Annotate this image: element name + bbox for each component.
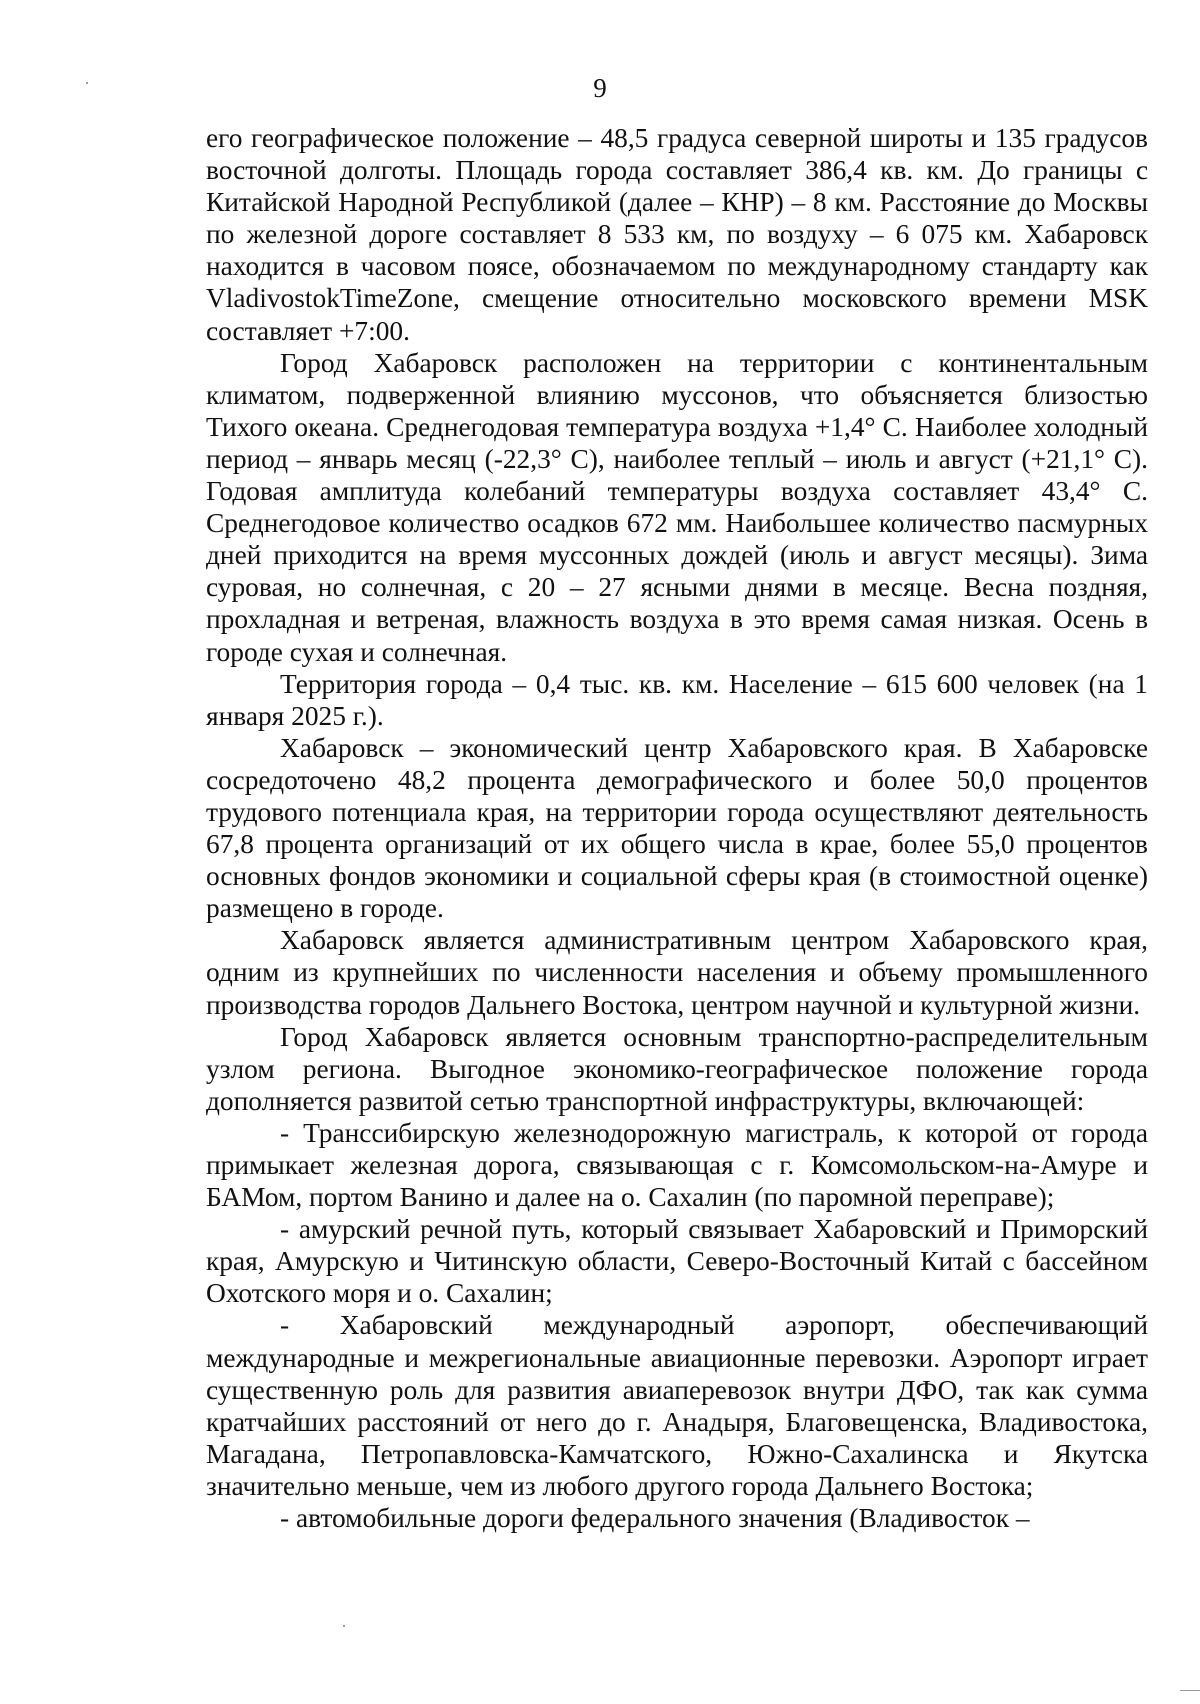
list-item-khabarovsk-airport: - Хабаровский международный аэропорт, обеспечивающий международные и межрегиональные авиационные перевозки. Аэропорт играет существенную роль для развития авиаперевозок внутри ДФО, так как сумма кратчайших расстояний от него до г. Анадыря, Благовещенска, Владивостока, Магадана, Петропавловска-Камчатского, Южно-Сахалинска и Якутска значительно меньше, чем из любого другого города Дальнего Востока; [206, 1310, 1148, 1501]
paragraph-geographic-position: его географическое положение – 48,5 градуса северной широты и 135 градусов восточной долготы. Площадь города составляет 386,4 кв. км. До границы с Китайской Народной Республикой (далее – КНР) – 8 км. Расстояние до Москвы по железной дороге составляет 8 533 км, по воздуху – 6 075 км. Хабаровск находится в часовом поясе, обозначаемом по международному стандарту как VladivostokTimeZone, смещение относительно московского времени MSK составляет +7:00. [206, 123, 1148, 346]
document-body [206, 122, 1148, 1534]
list-item-trans-siberian-railway: - Транссибирскую железнодорожную магистраль, к которой от города примыкает железная дорога, связывающая с г. Комсомольском-на-Амуре и БАМом, портом Ванино и далее на о. Сахалин (по паромной переправе); [206, 1117, 1148, 1213]
paragraph-administrative-center: Хабаровск является административным центром Хабаровского края, одним из крупнейших по численности населения и объему промышленного производства городов Дальнего Востока, центром научной и культурной жизни. [206, 925, 1148, 1020]
paragraph-economic-center: Хабаровск – экономический центр Хабаровского края. В Хабаровске сосредоточено 48,2 процента демографического и более 50,0 процентов трудового потенциала края, на территории города осуществляют деятельность 67,8 процента организаций от их общего числа в крае, более 55,0 процентов основных фондов экономики и социальной сферы края (в стоимостной оценке) размещено в городе. [206, 732, 1148, 924]
list-item-federal-highways: - автомобильные дороги федерального значения (Владивосток – [280, 1503, 1030, 1534]
paragraph-transport-hub: Город Хабаровск является основным транспортно-распределительным узлом региона. Выгодное экономико-географическое положение города дополняется развитой сетью транспортной инфраструктуры, включающей: [206, 1021, 1148, 1116]
list-item-amur-river-route: - амурский речной путь, который связывает Хабаровский и Приморский края, Амурскую и Читинскую области, Северо-Восточный Китай с бассейном Охотского моря и о. Сахалин; [206, 1214, 1148, 1309]
page-number: 9 [593, 73, 607, 103]
paragraph-territory-population: Территория города – 0,4 тыс. кв. км. Население – 615 600 человек (на 1 января 2025 г.). [206, 668, 1148, 731]
scan-speck [86, 82, 88, 84]
scan-speck [343, 1625, 345, 1627]
scan-edge-mark [1180, 1690, 1200, 1691]
paragraph-climate: Город Хабаровск расположен на территории с континентальным климатом, подверженной влиянию муссонов, что объясняется близостью Тихого океана. Среднегодовая температура воздуха +1,4° С. Наиболее холодный период – январь месяц (-22,3° С), наиболее теплый – июль и август (+21,1° С). Годовая амплитуда колебаний температуры воздуха составляет 43,4° С. Среднегодовое количество осадков 672 мм. Наибольшее количество пасмурных дней приходится на время муссонных дождей (июль и август месяцы). Зима суровая, но солнечная, с 20 – 27 ясными днями в месяце. Весна поздняя, прохладная и ветреная, влажность воздуха в это время самая низкая. Осень в городе сухая и солнечная. [206, 347, 1148, 667]
